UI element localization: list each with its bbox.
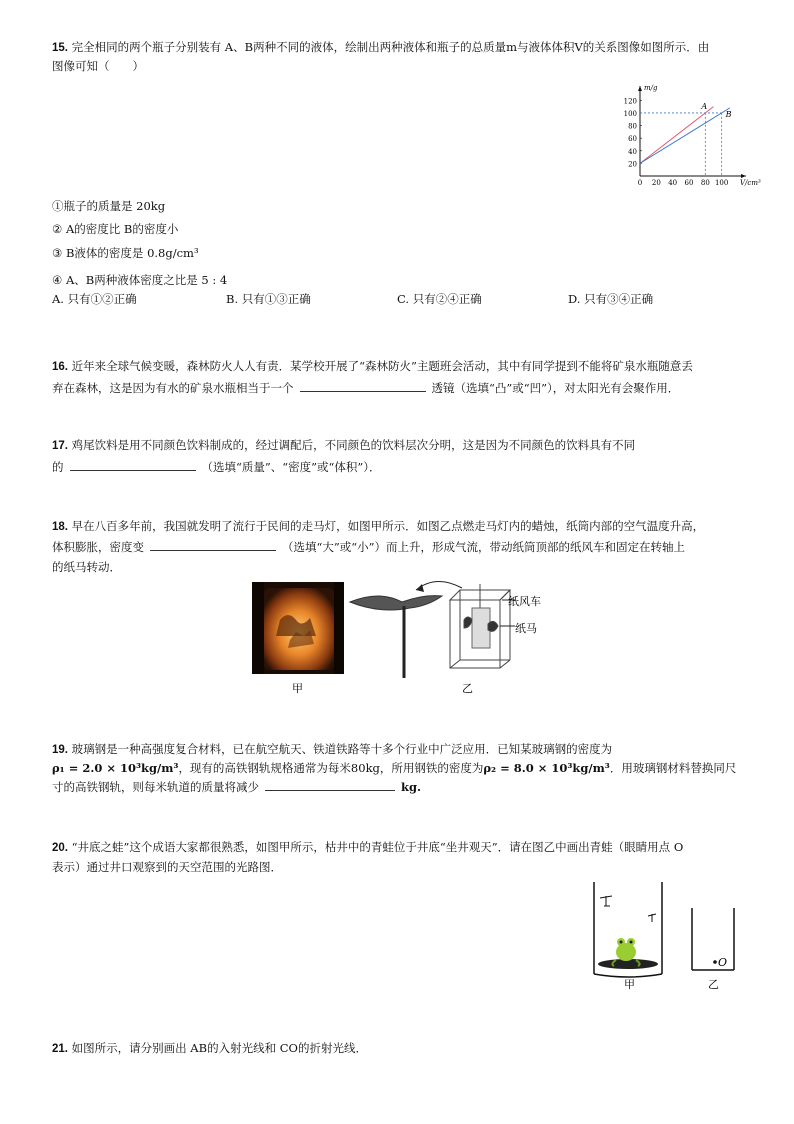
q20-well-figure bbox=[584, 878, 744, 996]
q18-text-1: 早在八百多年前，我国就发明了流行于民间的走马灯，如图甲所示．如图乙点燃走马灯内的蜡烛，纸筒内部的空气温度升高， bbox=[71, 519, 705, 533]
q17-text-2a: 的 bbox=[52, 460, 64, 474]
caption-yi: 乙 bbox=[462, 682, 473, 695]
q15-option-a[interactable]: A. 只有①②正确 bbox=[52, 292, 137, 306]
q16-line2 bbox=[52, 379, 679, 397]
x-tick-label: 80 bbox=[700, 179, 710, 187]
series-label-A: A bbox=[701, 101, 708, 111]
q15-stem-line1 bbox=[52, 38, 709, 57]
q15-option-c[interactable]: C. 只有②④正确 bbox=[397, 292, 482, 306]
chart-group bbox=[624, 84, 761, 187]
q16-number: 16. bbox=[52, 361, 68, 373]
q15-number: 15. bbox=[52, 42, 68, 54]
q19-text-3a: 寸的高铁钢轨，则每米轨道的质量将减少 bbox=[52, 780, 259, 794]
y-axis-arrow bbox=[638, 86, 642, 91]
x-tick-label: 0 bbox=[637, 179, 643, 187]
q16-answer-blank[interactable] bbox=[300, 379, 426, 392]
q19-text-mid: ，现有的高铁钢轨规格通常为每米80kg，所用钢铁的密度为 bbox=[178, 761, 484, 775]
y-tick-label: 40 bbox=[628, 147, 637, 156]
q20-text-1: “井底之蛙”这个成语大家都很熟悉，如图甲所示，枯井中的青蛙位于井底“坐井观天”．请在图乙中画出青蛙（眼睛用点 O bbox=[71, 840, 684, 854]
x-tick-label: 40 bbox=[668, 179, 678, 187]
q19-number: 19. bbox=[52, 744, 68, 756]
q15-statement-4: ④ A、B两种液体密度之比是 5 : 4 bbox=[52, 273, 228, 287]
y-tick-label: 100 bbox=[623, 109, 637, 118]
q19-answer-blank[interactable] bbox=[265, 778, 395, 791]
series-line-A bbox=[640, 107, 714, 164]
q15-statement-2: ② A的密度比 B的密度小 bbox=[52, 222, 179, 236]
lantern-photo bbox=[252, 582, 344, 674]
y-tick-label: 80 bbox=[628, 122, 637, 131]
q15-option-b[interactable]: B. 只有①③正确 bbox=[226, 292, 311, 306]
q19-text-tail: ．用玻璃钢材料替换同尺 bbox=[609, 761, 737, 775]
q18-line1 bbox=[52, 517, 704, 536]
q19-text-1: 玻璃钢是一种高强度复合材料，已在航空航天、铁道铁路等十多个行业中广泛应用．已知某玻璃钢的密度为 bbox=[71, 742, 613, 756]
x-axis-arrow bbox=[741, 174, 746, 178]
q18-text-2a: 体积膨胀，密度变 bbox=[52, 540, 144, 554]
y-axis-label: m/g bbox=[644, 84, 658, 92]
eye-point-o bbox=[713, 960, 717, 964]
y-tick-label: 20 bbox=[628, 160, 637, 169]
q21-number: 21. bbox=[52, 1043, 68, 1055]
series-line-B bbox=[640, 108, 730, 164]
q18-line2 bbox=[52, 538, 685, 556]
q15-statement-1: ①瓶子的质量是 20kg bbox=[52, 199, 166, 213]
q17-number: 17. bbox=[52, 440, 68, 452]
q18-answer-blank[interactable] bbox=[150, 538, 276, 551]
q18-lantern-figure bbox=[250, 580, 570, 696]
q15-mass-volume-chart bbox=[618, 84, 768, 188]
x-tick-label: 60 bbox=[684, 179, 694, 187]
q20-line1 bbox=[52, 838, 683, 857]
q19-rho2: ρ₂ = 8.0 × 10³kg/m³ bbox=[483, 761, 610, 775]
q17-text-2b: （选填“质量”、“密度”或“体积”）． bbox=[201, 460, 381, 474]
q19-unit: kg. bbox=[401, 780, 422, 794]
caption-yi: 乙 bbox=[708, 978, 719, 991]
q19-line1 bbox=[52, 740, 612, 759]
q15-option-d[interactable]: D. 只有③④正确 bbox=[568, 292, 654, 306]
well-yi bbox=[692, 908, 734, 970]
q17-line1 bbox=[52, 436, 635, 455]
x-tick-label: 100 bbox=[714, 179, 729, 187]
q21-line1 bbox=[52, 1039, 367, 1058]
q20-line2: 表示）通过井口观察到的天空范围的光路图． bbox=[52, 860, 282, 874]
x-axis-label: V/cm³ bbox=[740, 179, 761, 187]
q18-line3: 的纸马转动． bbox=[52, 560, 121, 574]
q15-stem-text: 完全相同的两个瓶子分别装有 A、B两种不同的液体，绘制出两种液体和瓶子的总质量m与液体体积V的关系图像如图所示．由 bbox=[71, 40, 710, 54]
q15-stem-line2: 图像可知（ ） bbox=[52, 59, 144, 73]
q17-line2 bbox=[52, 458, 381, 476]
q16-text-2a: 弃在森林，这是因为有水的矿泉水瓶相当于一个 bbox=[52, 381, 294, 395]
caption-jia: 甲 bbox=[624, 978, 635, 991]
q17-answer-blank[interactable] bbox=[70, 458, 196, 471]
label-paper-windmill: 纸风车 bbox=[508, 595, 541, 608]
q16-text-1: 近年来全球气候变暖，森林防火人人有责．某学校开展了“森林防火”主题班会活动，其中有同学提到不能将矿泉水瓶随意丢 bbox=[71, 359, 693, 373]
q19-line2 bbox=[52, 759, 736, 777]
x-tick-label: 20 bbox=[651, 179, 661, 187]
label-paper-horse: 纸马 bbox=[515, 622, 537, 635]
q16-line1 bbox=[52, 357, 693, 376]
series-label-B: B bbox=[725, 109, 732, 119]
q19-rho1: ρ₁ = 2.0 × 10³kg/m³ bbox=[52, 761, 179, 775]
q18-number: 18. bbox=[52, 521, 68, 533]
q20-number: 20. bbox=[52, 842, 68, 854]
point-o-label: O bbox=[718, 956, 728, 969]
q15-statement-3: ③ B液体的密度是 0.8g/cm³ bbox=[52, 246, 199, 260]
q16-text-2b: 透镜（选填“凸”或“凹”），对太阳光有会聚作用． bbox=[431, 381, 680, 395]
caption-jia: 甲 bbox=[292, 682, 303, 695]
q17-text-1: 鸡尾饮料是用不同颜色饮料制成的，经过调配后，不同颜色的饮料层次分明，这是因为不同颜色的饮料具有不同 bbox=[71, 438, 636, 452]
q21-text-1: 如图所示，请分别画出 AB的入射光线和 CO的折射光线． bbox=[71, 1041, 367, 1055]
paper-windmill-drawing bbox=[350, 596, 442, 678]
q18-text-2b: （选填“大”或“小”）而上升，形成气流，带动纸筒顶部的纸风车和固定在转轴上 bbox=[282, 540, 686, 554]
q19-line3 bbox=[52, 778, 421, 796]
y-tick-label: 60 bbox=[628, 135, 637, 144]
lantern-frame-drawing bbox=[450, 584, 515, 668]
y-tick-label: 120 bbox=[623, 97, 637, 106]
